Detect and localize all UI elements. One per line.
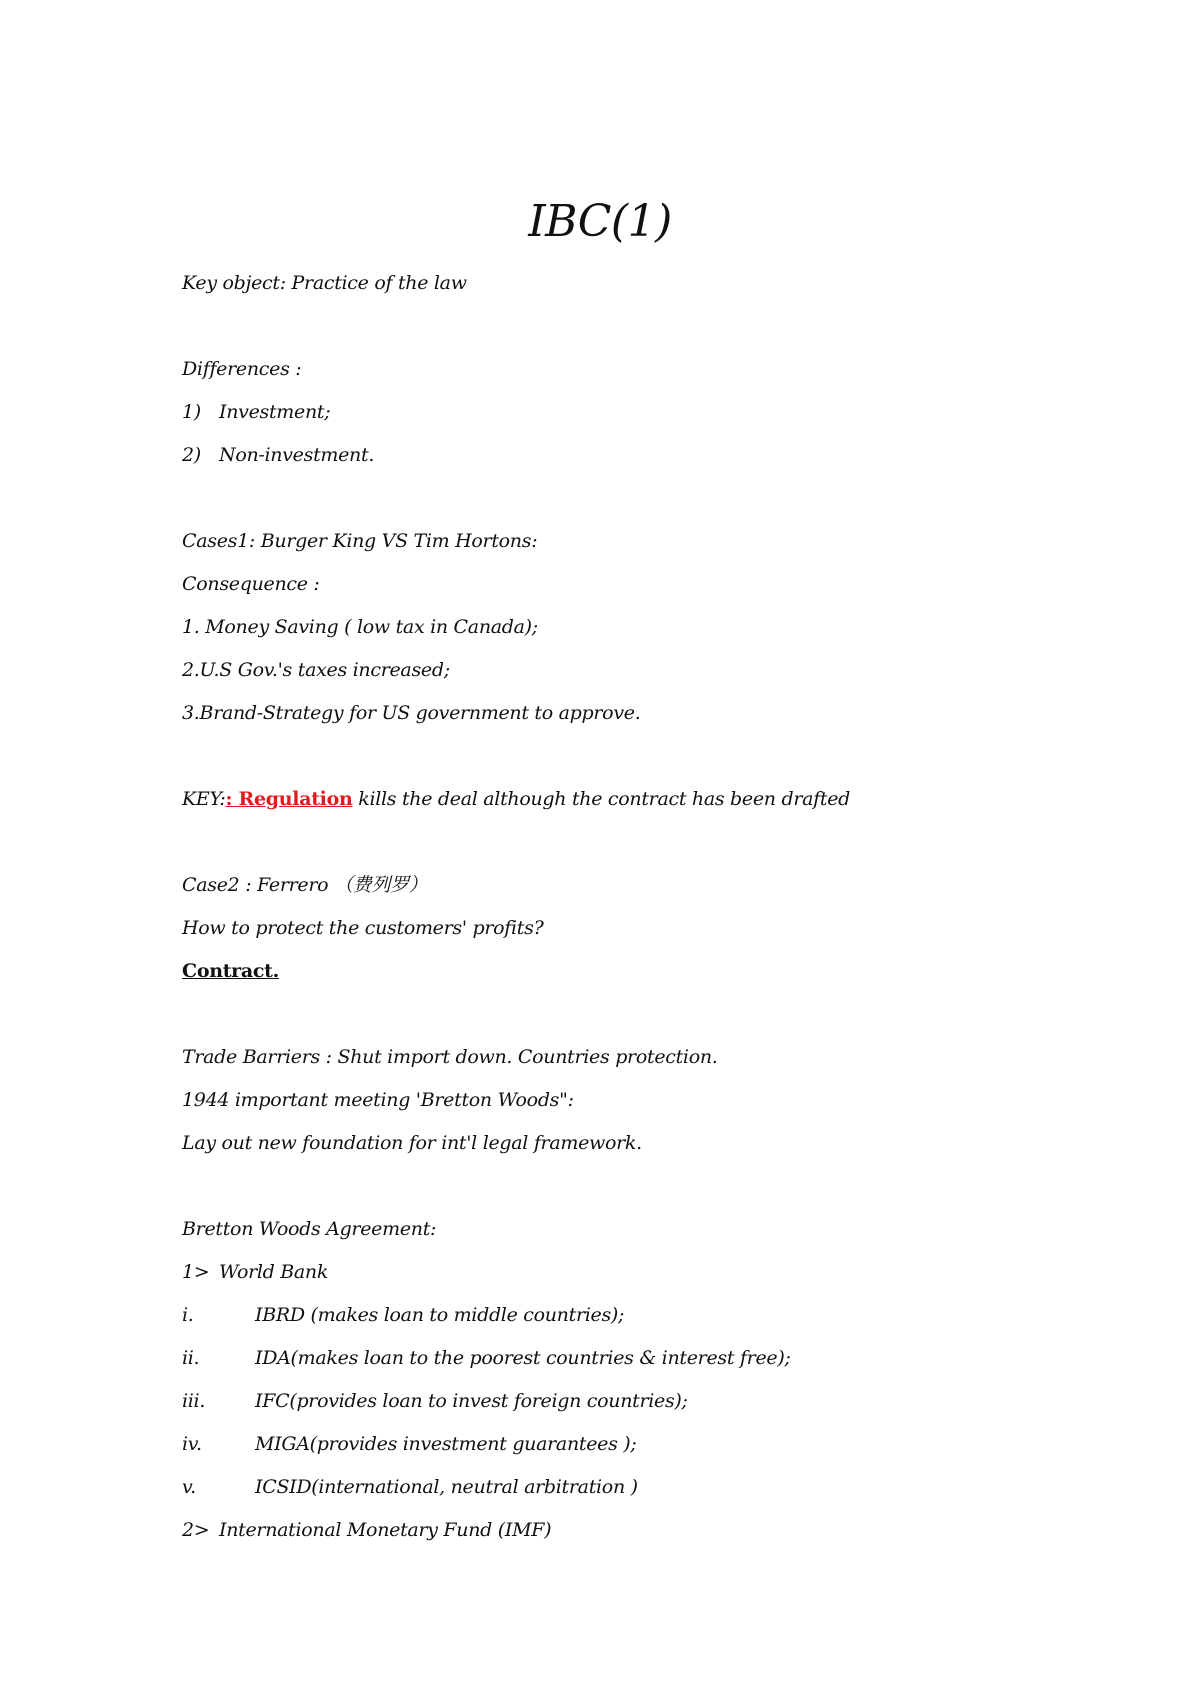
roman-number: iii. [182,1390,206,1412]
case2-question: How to protect the customers' profits? [182,917,544,939]
sub-item-ida [182,1346,791,1370]
consequence-item-3: 3.Brand-Strategy for US government to approve. [182,702,641,724]
differences-heading: Differences : [182,358,302,380]
list-text: International Monetary Fund (IMF) [219,1519,552,1541]
sub-item-text: IFC(provides loan to invest foreign countries); [255,1390,688,1412]
sub-item-text: IDA(makes loan to the poorest countries & interest free); [255,1347,791,1369]
sub-item-text: IBRD (makes loan to middle countries); [255,1304,625,1326]
key-object-line: Key object: Practice of the law [182,272,467,294]
regulation-highlight: : Regulation [225,788,353,810]
differences-item-1 [182,400,330,424]
list-number: 1> [182,1261,210,1283]
consequence-item-1: 1. Money Saving ( low tax in Canada); [182,616,538,638]
meeting-line: 1944 important meeting 'Bretton Woods": [182,1089,574,1111]
list-text: World Bank [219,1261,329,1283]
sub-item-ibrd [182,1303,624,1327]
document-title: IBC(1) [528,196,672,247]
sub-item-ifc [182,1389,688,1413]
roman-number: ii. [182,1347,200,1369]
sub-item-text: MIGA(provides investment guarantees ); [255,1433,637,1455]
contract-answer: Contract. [182,960,279,982]
list-text: Non-investment. [219,444,375,466]
roman-number: iv. [182,1433,202,1455]
list-text: Investment; [219,401,331,423]
key-prefix: KEY: [182,788,226,810]
consequence-heading: Consequence : [182,573,320,595]
differences-item-2 [182,443,374,467]
trade-barriers-line: Trade Barriers : Shut import down. Countries protection. [182,1046,718,1068]
foundation-line: Lay out new foundation for int'l legal framework. [182,1132,642,1154]
list-number: 2) [182,444,201,466]
case2-heading: Case2 : Ferrero （费列罗） [182,874,428,896]
imf-item [182,1518,551,1542]
bretton-heading: Bretton Woods Agreement: [182,1218,437,1240]
key-regulation-line [182,787,850,811]
list-number: 2> [182,1519,210,1541]
sub-item-miga [182,1432,637,1456]
key-rest: kills the deal although the contract has been drafted [352,788,851,810]
world-bank-item [182,1260,328,1284]
case1-heading: Cases1: Burger King VS Tim Hortons: [182,530,538,552]
sub-item-icsid [182,1475,638,1499]
roman-number: i. [182,1304,194,1326]
sub-item-text: ICSID(international, neutral arbitration ) [255,1476,638,1498]
consequence-item-2: 2.U.S Gov.'s taxes increased; [182,659,450,681]
list-number: 1) [182,401,201,423]
roman-number: v. [182,1476,196,1498]
